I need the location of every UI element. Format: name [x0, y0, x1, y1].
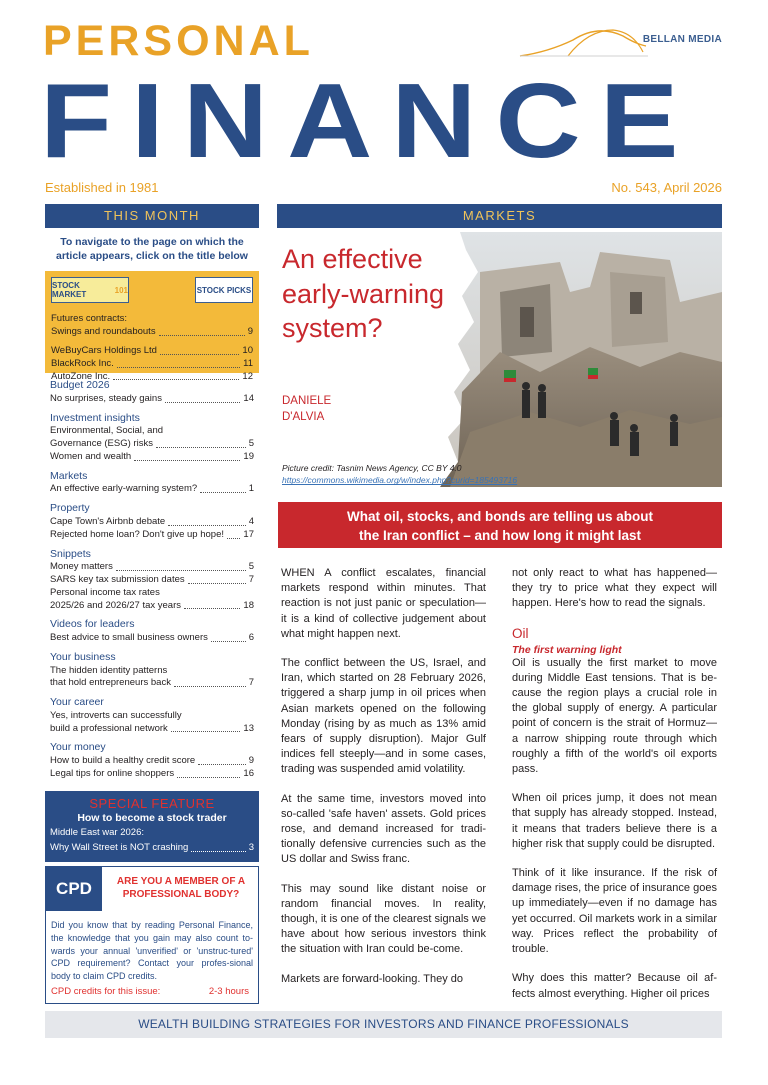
- toc-page: 9: [247, 326, 253, 338]
- toc-page: 16: [243, 767, 254, 779]
- toc-title: WeBuyCars Holdings Ltd: [51, 344, 157, 356]
- toc-title: build a professional network: [50, 722, 168, 734]
- toc-item[interactable]: [50, 393, 254, 406]
- article-column-1: [281, 566, 486, 1001]
- toc-category: Your career: [50, 696, 104, 709]
- toc-pre: Futures contracts:: [51, 313, 128, 325]
- footer-tagline: WEALTH BUILDING STRATEGIES FOR INVESTORS AND FINANCE PROFESSIONALS: [45, 1011, 722, 1038]
- toc-item[interactable]: [51, 371, 253, 384]
- toc-page: 7: [248, 677, 254, 689]
- standfirst-line-1: What oil, stocks, and bonds are telling us about: [346, 509, 654, 524]
- body-paragraph: Think of it like insurance. If the risk of damage rises, the price of insurance goes up immediately—even if no damage has yet occurred. Oil markets work in a similar way. Prices reflect the probability of trouble.: [512, 867, 717, 955]
- toc-category: Investment insights: [50, 411, 140, 424]
- toc-title: Why Wall Street is NOT crashing: [50, 841, 189, 853]
- toc-page: 10: [242, 344, 253, 356]
- toc-item[interactable]: [50, 561, 254, 574]
- toc-page: 1: [248, 483, 254, 495]
- toc-title: 2025/26 and 2026/27 tax years: [50, 599, 181, 611]
- toc-title: Best advice to small business owners: [50, 632, 208, 644]
- photo-credit-text: Picture credit: Tasnim News Agency, CC BY 4.0: [282, 463, 462, 473]
- toc-page: 14: [243, 392, 254, 404]
- toc-item[interactable]: [50, 516, 254, 529]
- toc-page: 5: [248, 561, 254, 573]
- toc-page: 9: [248, 755, 254, 767]
- toc-page: 17: [243, 528, 254, 540]
- author-first: DANIELE: [282, 395, 332, 407]
- toc-item[interactable]: [50, 438, 254, 451]
- toc-title: Governance (ESG) risks: [50, 438, 153, 450]
- stock-picks-label-a: STOCK: [196, 285, 225, 295]
- special-feature-subtitle: How to become a stock trader: [77, 812, 227, 824]
- toc-page: 3: [248, 841, 254, 853]
- toc-page: 6: [248, 632, 254, 644]
- masthead-personal: PERSONAL: [43, 17, 314, 65]
- stock-picks-badge[interactable]: [195, 277, 253, 303]
- toc-title: How to build a healthy credit score: [50, 755, 196, 767]
- toc-title: No surprises, steady gains: [50, 392, 162, 404]
- toc-pre: Yes, introverts can successfully: [50, 709, 182, 721]
- masthead-finance: FINANCE: [40, 61, 698, 181]
- cpd-box: [45, 866, 259, 1004]
- navigation-hint: To navigate to the page on which the article appears, click on the title below: [56, 236, 248, 262]
- toc-category: Markets: [50, 469, 88, 482]
- body-paragraph: At the same time, investors moved into so-called 'safe haven' assets. Gold prices rose, and demand increased for tradi-tionally defensive currencies such as the US dollar and Swiss franc.: [281, 792, 486, 866]
- toc-page: 5: [248, 438, 254, 450]
- toc-item[interactable]: [50, 677, 254, 690]
- toc-title: BlackRock Inc.: [51, 357, 114, 369]
- special-feature-box: [45, 791, 259, 862]
- toc-title: Cape Town's Airbnb debate: [50, 515, 166, 527]
- cpd-credits-label: CPD credits for this issue:: [51, 986, 161, 997]
- special-feature-pre: Middle East war 2026:: [50, 827, 144, 838]
- standfirst-line-2: the Iran conflict – and how long it might last: [358, 527, 641, 543]
- toc-title: An effective early-warning system?: [50, 483, 198, 495]
- toc-item[interactable]: [50, 723, 254, 736]
- toc-item[interactable]: [50, 574, 254, 587]
- article-standfirst: [278, 502, 722, 548]
- toc-item[interactable]: [50, 600, 254, 613]
- toc-category: Property: [50, 502, 90, 515]
- toc-category: Your money: [50, 741, 106, 754]
- body-paragraph: When oil prices jump, it does not mean that supply has already stopped. Instead, it means that traders believe there is a higher risk that supply could be disrupted.: [512, 792, 717, 850]
- toc-item[interactable]: [50, 529, 254, 542]
- stock-picks-label-b: PICKS: [226, 285, 252, 295]
- stock-picks-box: [45, 271, 259, 382]
- cpd-logo: CPD: [46, 867, 102, 911]
- cpd-credits-value: 2-3 hours: [208, 986, 249, 997]
- stock-market-number: 101: [114, 285, 128, 295]
- toc-pre: Personal income tax rates: [50, 586, 160, 598]
- toc-item[interactable]: [51, 345, 253, 358]
- author-last: D'ALVIA: [282, 410, 325, 423]
- toc-title: AutoZone Inc.: [51, 370, 111, 382]
- toc-title: Rejected home loan? Don't give up hope!: [50, 528, 224, 540]
- issue-number: No. 543, April 2026: [611, 180, 722, 195]
- toc-page: 19: [243, 451, 254, 462]
- toc-page: 18: [243, 599, 254, 611]
- stock-market-label: STOCK MARKET: [52, 281, 87, 300]
- toc-title: Swings and roundabouts: [51, 326, 156, 338]
- toc-item[interactable]: [51, 358, 253, 371]
- cpd-body: Did you know that by reading Personal Finance, the knowledge that you gain may also count to-wards your annual 'unverified' or 'unstruc-tured' CPD requirement? Contact your profes-sional body to claim CPD credits.: [51, 920, 253, 982]
- established-line: Established in 1981: [45, 180, 159, 195]
- toc-category: Budget 2026: [50, 379, 110, 392]
- toc-item[interactable]: [51, 326, 253, 339]
- toc-page: 4: [248, 515, 254, 527]
- bellan-arc-icon: [518, 22, 648, 60]
- publisher-logo[interactable]: [518, 22, 722, 60]
- toc-item[interactable]: [50, 483, 254, 496]
- body-paragraph: WHEN A conflict escalates, financial markets respond within minutes. That reaction is not just panic or speculation—it is a kind of collective judgement about what might happen next.: [281, 567, 486, 640]
- cpd-credits: [51, 986, 253, 997]
- body-paragraph: not only react to what has happened—they try to price what they expect will happen. Here's how to read the signals.: [512, 567, 717, 610]
- toc-title: Money matters: [50, 561, 113, 573]
- article-column-2: [512, 566, 717, 1016]
- body-paragraph: Oil is usually the first market to move during Middle East tensions. That is be-cause the region plays a crucial role in the global supply of energy. A particular point of concern is the strait of Hormuz—a narrow shipping route through which roughly a fifth of the world's oil exports pass.: [512, 656, 717, 775]
- toc-page: 7: [248, 573, 254, 585]
- this-month-header: THIS MONTH: [45, 204, 259, 228]
- stock-market-101-badge[interactable]: [51, 277, 129, 303]
- toc-page: 13: [243, 722, 254, 734]
- toc-page: 11: [243, 357, 253, 369]
- special-feature-title: SPECIAL FEATURE: [89, 796, 215, 811]
- body-paragraph: Why does this matter? Because oil af-fects almost everything. Higher oil prices: [512, 972, 717, 1000]
- toc-category: Videos for leaders: [50, 618, 135, 631]
- toc-title: SARS key tax submission dates: [50, 573, 185, 585]
- toc-category: Snippets: [50, 547, 91, 560]
- this-month-column: [45, 204, 259, 781]
- oil-heading: Oil: [512, 625, 529, 641]
- toc-item[interactable]: [50, 451, 254, 464]
- toc-item[interactable]: [50, 768, 254, 781]
- body-paragraph: The conflict between the US, Israel, and Iran, which started on 28 February 2026, triggered a sharp jump in oil prices when Asian markets opened on the following Monday (rising by as much as 13% amid fears of supply disruption). Major Gulf indices fell steeply—and in some cases, trading was suspended amid volatility.: [281, 657, 486, 776]
- toc-pre: Environmental, Social, and: [50, 425, 164, 437]
- stock-picks-list: [51, 313, 253, 383]
- article-headline[interactable]: An effective early-warning system?: [282, 244, 445, 344]
- publisher-name: BELLAN MEDIA: [642, 34, 722, 45]
- article-author: [282, 394, 331, 425]
- special-feature-item[interactable]: [50, 842, 254, 855]
- photo-credit: [282, 462, 517, 487]
- toc-item[interactable]: [50, 632, 254, 645]
- toc-title: Legal tips for online shoppers: [50, 767, 175, 779]
- toc-page: 12: [242, 370, 253, 382]
- oil-subheading: The first warning light: [512, 643, 622, 656]
- toc-pre: The hidden identity patterns: [50, 664, 168, 676]
- toc-category: Your business: [50, 650, 116, 663]
- body-paragraph: This may sound like distant noise or random financial moves. In reality, though, it is one of the clearest signals we have about how serious investors think the situation with Iran could be-come.: [281, 882, 486, 956]
- article-photo: [440, 232, 722, 487]
- photo-credit-link[interactable]: https://commons.wikimedia.org/w/index.php?curid=185493716: [282, 475, 518, 486]
- toc-title: Women and wealth: [50, 451, 132, 462]
- table-of-contents: [45, 379, 259, 780]
- cpd-question: ARE YOU A MEMBER OF A PROFESSIONAL BODY?: [116, 876, 246, 900]
- toc-item[interactable]: [50, 755, 254, 768]
- markets-header: MARKETS: [277, 204, 722, 228]
- toc-title: that hold entrepreneurs back: [50, 677, 171, 689]
- body-paragraph: Markets are forward-looking. They do: [281, 972, 463, 985]
